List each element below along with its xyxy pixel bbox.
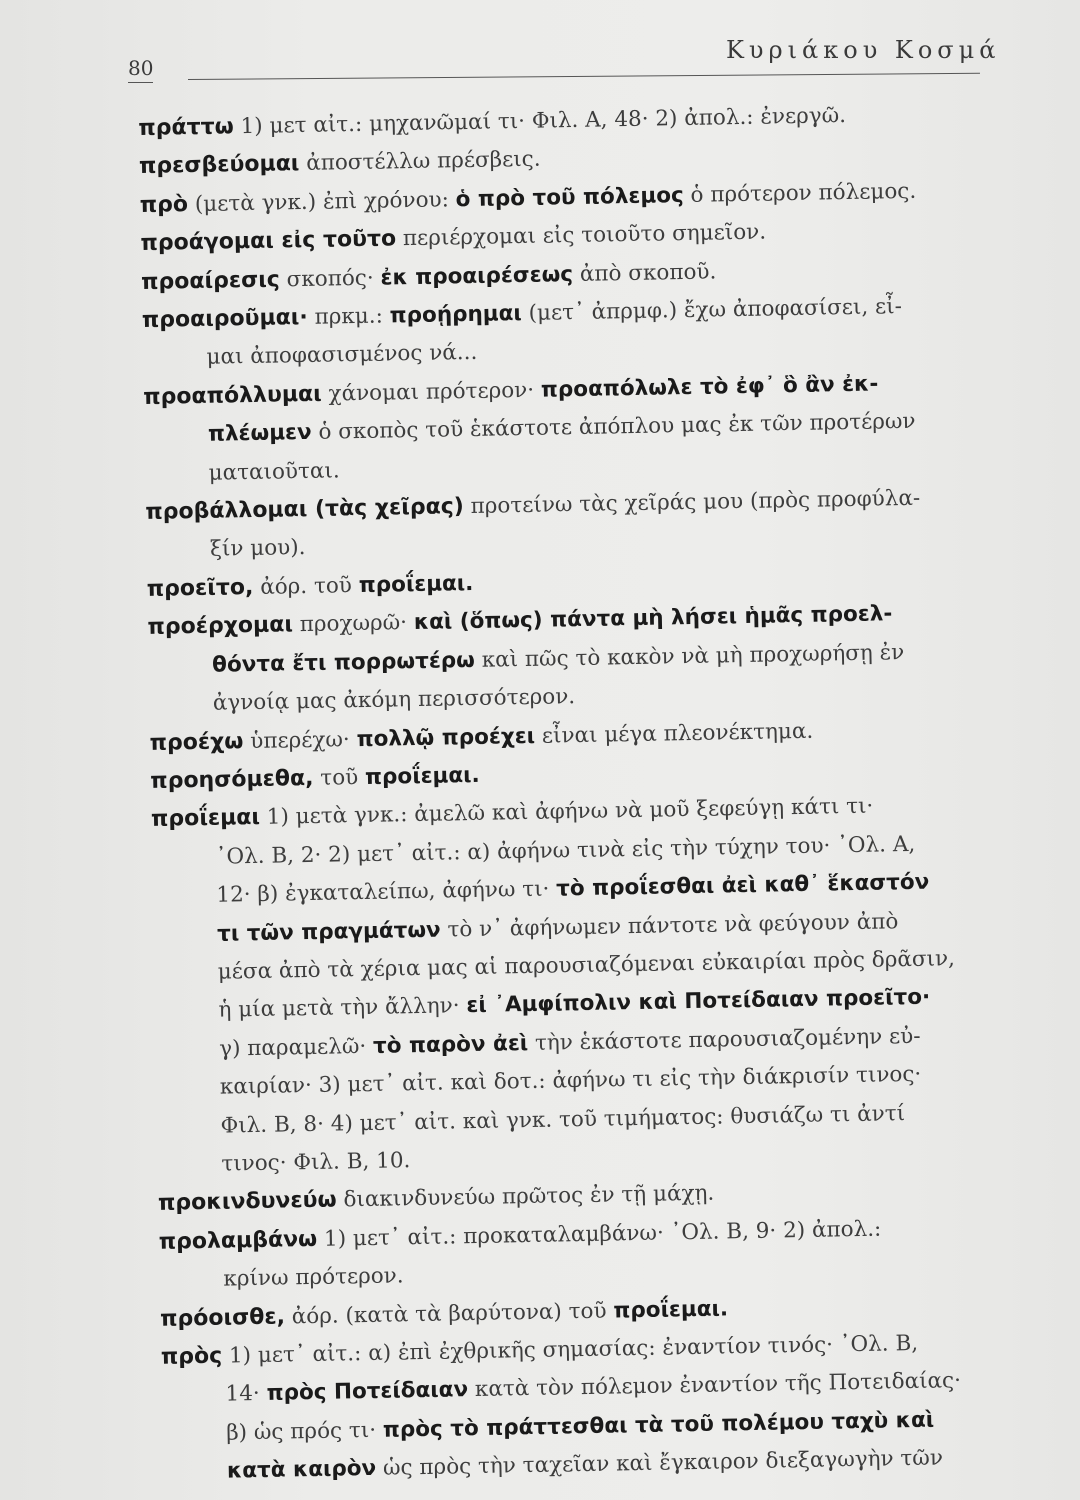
dictionary-entry (147, 593, 1029, 724)
definition-text: ἀγνοίᾳ μας ἀκόμη περισσότερον. (212, 684, 576, 716)
definition-text: Φιλ. Β, 8· 4) μετ᾽ αἰτ. καὶ γνκ. τοῦ τιμήματος: θυσιάζω τι ἀντί (220, 1100, 906, 1139)
headword: προέχω (149, 728, 244, 756)
definition-text: μέσα ἀπὸ τὰ χέρια μας αἱ παρουσιαζόμεναι εὐκαιρίαι πρὸς δρᾶσιν, (217, 946, 956, 985)
bold-phrase: προΐεμαι. (613, 1295, 729, 1324)
definition-text: εἶναι μέγα πλεονέκτημα. (534, 718, 814, 749)
definition-text: 1) μετ᾽ αἰτ.: προκαταλαμβάνω· ᾽Ολ. Β, 9· 2) ἀπολ.: (316, 1216, 882, 1252)
bold-phrase: προΐεμαι. (358, 570, 474, 598)
definition-text: ἡ μία μετὰ τὴν ἄλλην· (218, 993, 467, 1024)
dictionary-entry (143, 363, 1025, 494)
bold-phrase: τι τῶν πραγμάτων (216, 917, 441, 947)
definition-text: σκοπός· (279, 265, 381, 293)
definition-text: (μετὰ γνκ.) ἐπὶ χρόνου: (187, 187, 456, 217)
definition-text: διακινδυνεύω πρῶτος ἐν τῇ μάχῃ. (336, 1180, 715, 1213)
definition-text: ὁ σκοπὸς τοῦ ἑκάστοτε ἀπόπλου μας ἐκ τῶν προτέρων (311, 409, 916, 446)
definition-text: 12· β) ἐγκαταλείπω, ἀφήνω τι· (216, 876, 557, 908)
headword: προλαμβάνω (158, 1226, 318, 1255)
bold-phrase: προῄρημαι (389, 301, 523, 329)
definition-text: 1) μετ᾽ αἰτ.: α) ἐπὶ ἐχθρικῆς σημασίας: ἐναντίον τινός· ᾽Ολ. Β, (221, 1330, 919, 1369)
headword: προέρχομαι (147, 612, 294, 641)
definition-text: ἀόρ. (κατὰ τὰ βαρύτονα) τοῦ (284, 1298, 614, 1330)
definition-text: ματαιοῦται. (208, 458, 340, 486)
definition-text: πρκμ.: (307, 303, 390, 330)
definition-text: τὴν ἑκάστοτε παρουσιαζομένην εὐ- (527, 1023, 921, 1056)
definition-text: προχωρῶ· (292, 610, 415, 638)
headword: προαιροῦμαι· (141, 304, 308, 333)
definition-text: 1) μετὰ γνκ.: ἀμελῶ καὶ ἀφήνω νὰ μοῦ ξεφεύγῃ κάτι τι· (259, 793, 874, 831)
bold-phrase: τὸ προΐεσθαι ἀεὶ καθ᾽ ἕκαστόν (555, 869, 930, 902)
page-number: 80 (128, 56, 153, 83)
definition-text: τινος· Φιλ. Β, 10. (221, 1148, 411, 1177)
headword: προαίρεσις (140, 267, 281, 295)
definition-text: μαι ἀποφασισμένος νά... (206, 340, 478, 371)
headword: πρόοισθε, (159, 1304, 286, 1332)
definition-text: β) ὡς πρός τι· (226, 1417, 384, 1446)
dictionary-entry (151, 785, 1038, 1185)
bold-phrase: κατὰ καιρὸν (226, 1456, 377, 1484)
headword: προΐεμαι (150, 805, 261, 833)
headword: προάγομαι εἰς τοῦτο (140, 226, 397, 257)
definition-text: ὑπερέχω· (243, 726, 357, 754)
definition-text: 14· (225, 1381, 267, 1408)
bold-phrase: καὶ (ὅπως) πάντα μὴ λήσει ἡμᾶς προελ- (413, 601, 893, 636)
headword: προκινδυνεύω (157, 1187, 337, 1217)
bold-phrase: πλέωμεν (207, 420, 312, 448)
headword: πράττω (138, 114, 235, 141)
headword: προεῖτο, (146, 574, 254, 602)
definition-text: ὁ πρότερον πόλεμος. (683, 178, 917, 208)
headword: πρὸ (139, 191, 189, 218)
definition-text: τοῦ (313, 764, 366, 791)
running-title: Κυριάκου Κοσμά (726, 36, 1001, 64)
definition-text: περιέρχομαι εἰς τοιοῦτο σημεῖον. (395, 219, 767, 252)
definition-text: (μετ᾽ ἀπρμφ.) ἔχω ἀποφασίσει, εἶ- (521, 294, 903, 327)
headword: πρὸς (160, 1343, 223, 1370)
definition-text: γ) παραμελῶ· (218, 1033, 374, 1062)
definition-text: ἀόρ. τοῦ (253, 572, 359, 600)
definition-text: ξίν μου). (209, 535, 306, 563)
definition-text: καιρίαν· 3) μετ᾽ αἰτ. καὶ δοτ.: ἀφήνω τι εἰς τὴν διάκρισίν τινος· (219, 1061, 922, 1100)
headword: πρεσβεύομαι (138, 151, 300, 180)
definition-text: καὶ πῶς τὸ κακὸν νὰ μὴ προχωρήσῃ ἐν (474, 639, 905, 673)
headword: προβάλλομαι (τὰς χεῖρας) (145, 494, 465, 525)
bold-phrase: προΐεμαι. (364, 762, 480, 790)
definition-text: κατὰ τὸν πόλεμον ἐναντίον τῆς Ποτειδαίας· (467, 1368, 962, 1403)
bold-phrase: πολλῷ προέχει (356, 723, 536, 752)
dictionary-entry (161, 1323, 1044, 1493)
definition-text: 1) μετ αἰτ.: μηχανῶμαί τι· Φιλ. Α, 48· 2) ἀπολ.: ἐνεργῶ. (233, 103, 847, 140)
headword: προησόμεθα, (150, 765, 314, 794)
dictionary-entries (138, 94, 1043, 1493)
definition-text: τὸ ν᾽ ἀφήνωμεν πάντοτε νὰ φεύγουν ἀπὸ (440, 908, 899, 943)
definition-text: ἀπὸ σκοποῦ. (572, 259, 717, 287)
bold-phrase: θόντα ἔτι πορρωτέρω (211, 647, 476, 678)
definition-text: ὡς πρὸς τὴν ταχεῖαν καὶ ἔγκαιρον διεξαγωγὴν τῶν (375, 1445, 944, 1482)
bold-phrase: ἐκ προαιρέσεως (380, 261, 574, 291)
definition-text: ἀποστέλλω πρέσβεις. (299, 147, 541, 177)
bold-phrase: τὸ παρὸν ἀεὶ (372, 1030, 529, 1059)
bold-phrase: προαπόλωλε τὸ ἐφ᾽ ὃ ἂν ἐκ- (540, 371, 879, 403)
bold-phrase: πρὸς τὸ πράττεσθαι τὰ τοῦ πολέμου ταχὺ καὶ (382, 1407, 935, 1443)
bold-phrase: πρὸς Ποτείδαιαν (266, 1377, 469, 1407)
definition-text: ᾽Ολ. Β, 2· 2) μετ᾽ αἰτ.: α) ἀφήνω τινὰ εἰς τὴν τύχην του· ᾽Ολ. Α, (215, 831, 916, 870)
headword: προαπόλλυμαι (143, 381, 322, 410)
definition-text: προτείνω τὰς χεῖράς μου (πρὸς προφύλα- (463, 485, 921, 520)
definition-text: κρίνω πρότερον. (223, 1263, 404, 1292)
header-rule (188, 73, 980, 80)
bold-phrase: ὁ πρὸ τοῦ πόλεμος (455, 182, 684, 213)
definition-text: χάνομαι πρότερον· (321, 377, 542, 407)
bold-phrase: εἰ ᾽Αμφίπολιν καὶ Ποτείδαιαν προεῖτο· (466, 984, 931, 1019)
